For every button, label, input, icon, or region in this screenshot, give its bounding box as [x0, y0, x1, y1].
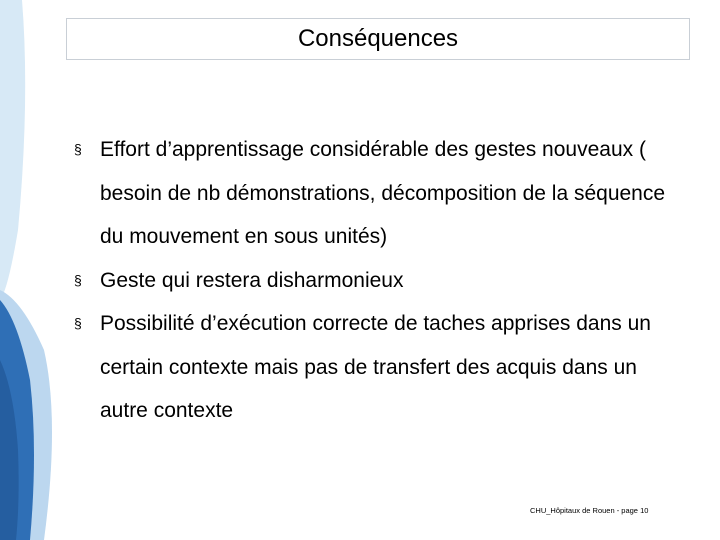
title-box: [66, 18, 690, 60]
slide-title: Conséquences: [297, 25, 459, 52]
bullet-item: [74, 259, 674, 303]
bullet-text: Geste qui restera disharmonieux: [100, 268, 404, 292]
bullet-marker-icon: §: [74, 141, 82, 157]
bullet-marker-icon: §: [74, 315, 82, 331]
bullet-marker-icon: §: [74, 271, 82, 288]
bullet-item: [74, 128, 674, 259]
bullet-item: [74, 302, 674, 433]
footer-credit: CHU_Hôpitaux de Rouen - page 10: [530, 506, 649, 515]
bullet-text: Possibilité d’exécution correcte de taches apprises dans un certain contexte mais pas de transfert des acquis dans un autre contexte: [100, 312, 651, 422]
bullet-text: Effort d’apprentissage considérable des gestes nouveaux ( besoin de nb démonstrations, décomposition de la séquence du mouvement en sous unités): [100, 138, 666, 248]
bullet-list: [74, 128, 674, 433]
left-light-band: [0, 0, 25, 300]
